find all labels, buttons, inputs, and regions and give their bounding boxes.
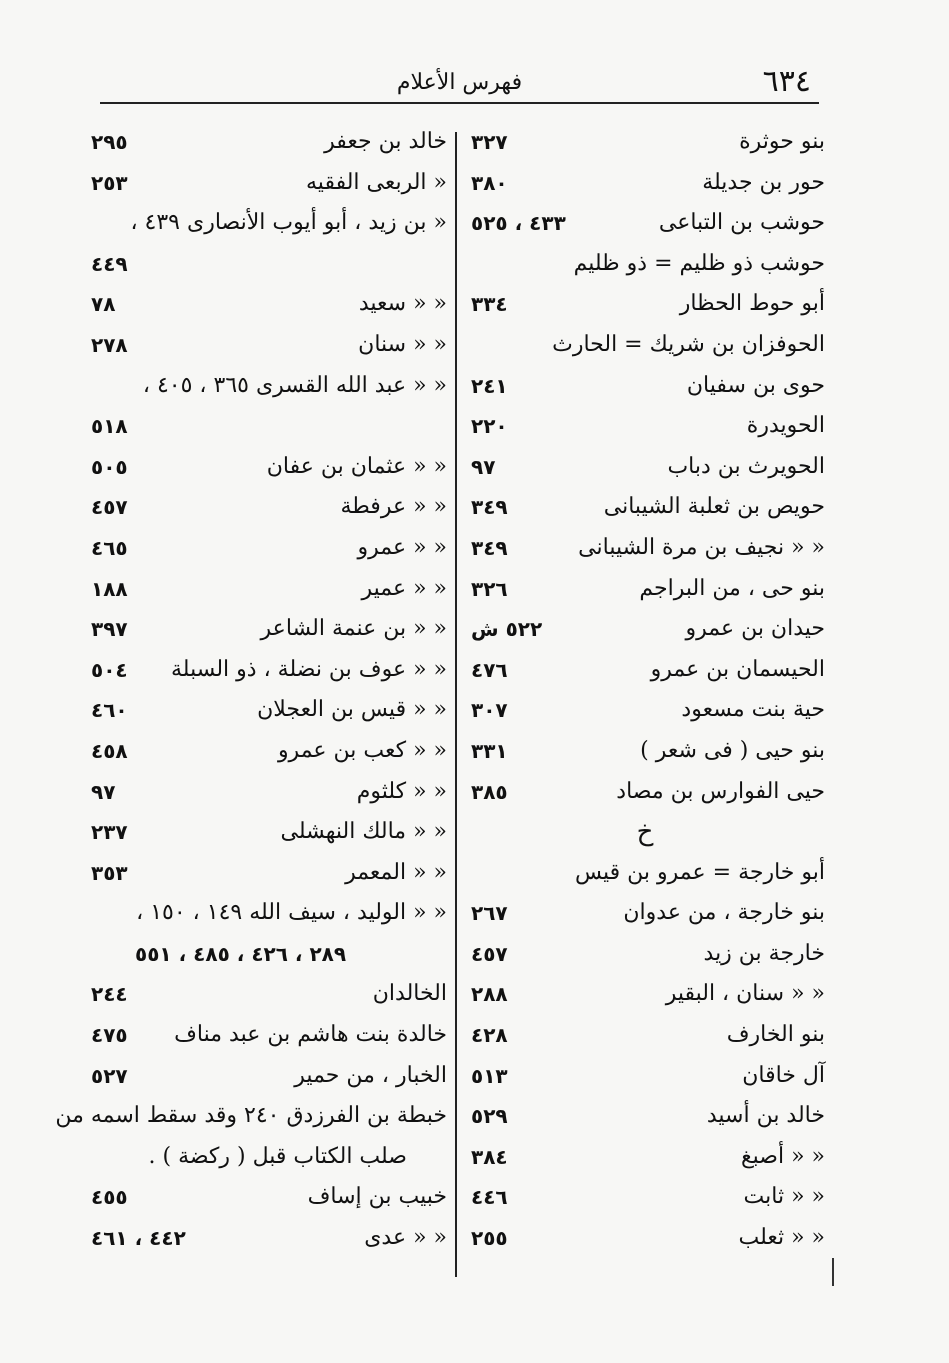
- entry-pages: ٢٢٠: [471, 414, 508, 439]
- index-entry: [85, 366, 447, 407]
- index-entry: [85, 1056, 447, 1097]
- entry-name: خارجة بن زيد: [703, 940, 825, 966]
- entry-name: « « المعمر: [345, 859, 447, 885]
- entry-pages: ٣٢٧: [471, 130, 508, 154]
- entry-name: الحوفزان بن شريك = الحارث: [552, 331, 825, 357]
- entry-pages: ٢٦٧: [471, 901, 508, 926]
- entry-name: بنو حيى ( فى شعر ): [640, 737, 825, 763]
- entry-pages: ٣٨٤: [471, 1144, 508, 1169]
- entry-name: « « سنان: [358, 331, 447, 357]
- entry-name: الحيسمان بن عمرو: [650, 656, 825, 682]
- entry-pages: ٢٨٩ ، ٤٢٦ ، ٤٨٥ ، ٥٥١: [135, 941, 347, 966]
- entry-name: « « سعيد: [358, 291, 447, 317]
- entry-name: حويص بن ثعلبة الشيبانى: [603, 494, 825, 520]
- entry-name: حوشب بن التباعى: [658, 210, 825, 236]
- page-number: ٦٣٤: [762, 64, 811, 99]
- entry-name: خبيب بن إساف: [307, 1184, 447, 1210]
- entry-pages: ٣٨٥: [471, 779, 508, 804]
- index-entry: [465, 366, 825, 407]
- entry-pages: ٣٣١: [471, 738, 508, 763]
- entry-name: حور بن جديلة: [702, 169, 825, 195]
- entry-pages: ٢٤١: [471, 373, 508, 398]
- index-entry: [465, 284, 825, 325]
- index-entry: [85, 284, 447, 325]
- index-entry: [465, 893, 825, 934]
- index-entry: [465, 690, 825, 731]
- entry-name: خبطة بن الفرزدق ٢٤٠ وقد سقط اسمه من: [55, 1103, 447, 1129]
- index-entry: [465, 1218, 825, 1259]
- entry-name: خالدة بنت هاشم بن عبد مناف: [174, 1022, 447, 1048]
- index-entry: [465, 325, 825, 366]
- entry-name: بنو حوثرة: [739, 129, 825, 154]
- entry-pages: ٥٢٢ ش: [471, 617, 543, 642]
- entry-pages: ٤٧٥: [91, 1023, 128, 1048]
- entry-name: الحويدرة: [746, 413, 825, 439]
- index-entry: [465, 406, 825, 447]
- index-entry: [85, 853, 447, 894]
- entry-name: « « نجيف بن مرة الشيبانى: [578, 534, 825, 560]
- index-entry: [465, 163, 825, 204]
- entry-name: الخبار ، من حمير: [294, 1062, 447, 1088]
- entry-name: الحويرث بن دباب: [667, 453, 825, 479]
- entry-name: بنو خارجة ، من عدوان: [623, 900, 825, 926]
- entry-name: « « بن عنمة الشاعر: [260, 616, 447, 642]
- index-entry: [85, 528, 447, 569]
- entry-name: أبو خارجة = عمرو بن قيس: [574, 859, 825, 885]
- index-entry: [55, 1096, 447, 1137]
- margin-mark: [832, 1258, 834, 1286]
- entry-name: آل خاقان: [742, 1062, 825, 1088]
- index-entry: [85, 1218, 447, 1259]
- entry-name: بنو الخارف: [726, 1022, 825, 1048]
- entry-pages: ٤٧٦: [471, 657, 508, 682]
- entry-name: « « كعب بن عمرو: [277, 737, 447, 763]
- entry-name: « « سنان ، البقير: [665, 981, 825, 1007]
- entry-name: حوشب ذو ظليم = ذو ظليم: [573, 250, 825, 276]
- index-entry: [465, 569, 825, 610]
- index-entry: [465, 934, 825, 975]
- right-column: [465, 122, 825, 1259]
- entry-pages: ٢٣٧: [91, 820, 128, 845]
- index-entry: [85, 325, 447, 366]
- index-entry: [465, 974, 825, 1015]
- entry-name: « « ثابت: [743, 1184, 825, 1210]
- index-entry: [85, 812, 447, 853]
- entry-name: « « عدى: [364, 1225, 447, 1251]
- index-entry: [85, 1177, 447, 1218]
- entry-name: خالد بن جعفر: [324, 129, 447, 154]
- index-entry: [465, 650, 825, 691]
- entry-name: صلب الكتاب قبل ( ركضة ) .: [148, 1143, 407, 1169]
- index-entry: [465, 203, 825, 244]
- index-entry: [85, 244, 447, 285]
- entry-pages: ٣٣٤: [471, 292, 508, 317]
- entry-pages: ٧٨: [91, 292, 116, 317]
- entry-pages: ٥٠٥: [91, 454, 128, 479]
- entry-pages: ٤٥٥: [91, 1185, 128, 1210]
- entry-pages: ٤٣٣ ، ٥٢٥: [471, 211, 566, 236]
- index-entry: [85, 650, 447, 691]
- entry-pages: ٢٧٨: [91, 332, 128, 357]
- entry-pages: ٢٥٣: [91, 170, 128, 195]
- entry-pages: ٥٢٧: [91, 1063, 128, 1088]
- entry-name: حيى الفوارس بن مصاد: [616, 778, 825, 804]
- entry-pages: ٢٥٥: [471, 1226, 508, 1251]
- entry-name: أبو حوط الحظار: [679, 291, 825, 317]
- entry-pages: ٩٧: [471, 454, 496, 479]
- entry-pages: ١٨٨: [91, 576, 128, 601]
- index-entry: [465, 528, 825, 569]
- entry-pages: ٢٨٨: [471, 982, 508, 1007]
- entry-name: « « الوليد ، سيف الله ١٤٩ ، ١٥٠ ،: [136, 900, 447, 926]
- index-entry: [85, 203, 447, 244]
- entry-name: « الربعى الفقيه: [306, 169, 447, 195]
- entry-name: خ: [636, 817, 654, 848]
- entry-pages: ٣٥٣: [91, 860, 128, 885]
- index-entry: [465, 1056, 825, 1097]
- entry-pages: ٣٤٩: [471, 495, 508, 520]
- index-entry: [465, 1177, 825, 1218]
- entry-pages: ٤٤٢ ، ٤٦١: [91, 1226, 186, 1251]
- index-entry: [465, 772, 825, 813]
- entry-name: « « عمرو: [357, 534, 447, 560]
- index-entry: [85, 974, 447, 1015]
- entry-name: « « كلثوم: [356, 778, 447, 804]
- entry-pages: ٣٩٧: [91, 617, 128, 642]
- entry-pages: ٣٨٠: [471, 170, 508, 195]
- entry-pages: ٤٦٠: [91, 698, 128, 723]
- index-entry: [85, 1137, 447, 1178]
- index-entry: [85, 690, 447, 731]
- entry-pages: ٤٥٧: [91, 495, 128, 520]
- entry-name: « « قيس بن العجلان: [257, 697, 447, 723]
- entry-pages: ٥١٣: [471, 1063, 508, 1088]
- entry-name: « « مالك النهشلى: [280, 819, 447, 845]
- entry-pages: ٤٢٨: [471, 1023, 508, 1048]
- entry-pages: ٤٦٥: [91, 535, 128, 560]
- entry-name: حيدان بن عمرو: [685, 616, 825, 642]
- index-entry: [465, 1096, 825, 1137]
- entry-pages: ٣٢٦: [471, 576, 508, 601]
- index-entry: [465, 609, 825, 650]
- index-entry: [85, 487, 447, 528]
- index-entry: [85, 893, 447, 934]
- index-entry: [465, 1137, 825, 1178]
- index-entry: [465, 122, 825, 163]
- entry-name: « « عرفطة: [340, 494, 447, 520]
- index-entry: [465, 853, 825, 894]
- index-entry: [465, 731, 825, 772]
- entry-name: « « ثعلب: [738, 1225, 825, 1251]
- entry-name: الخالدان: [372, 981, 447, 1007]
- entry-name: « « عثمان بن عفان: [266, 453, 447, 479]
- entry-name: « « عوف بن نضلة ، ذو السبلة: [171, 656, 447, 682]
- entry-pages: ٥١٨: [91, 414, 128, 439]
- index-entry: [85, 609, 447, 650]
- entry-name: « « عمير: [361, 575, 447, 601]
- entry-pages: ٤٤٩: [91, 251, 128, 276]
- index-entry: [465, 487, 825, 528]
- index-entry: [85, 122, 447, 163]
- entry-name: خالد بن أسيد: [706, 1103, 825, 1129]
- entry-name: « بن زيد ، أبو أيوب الأنصارى ٤٣٩ ،: [130, 210, 447, 236]
- page-header: [100, 62, 819, 104]
- index-entry: [85, 447, 447, 488]
- section-letter: [465, 812, 825, 853]
- entry-pages: ٩٧: [91, 779, 116, 804]
- entry-pages: ٢٩٥: [91, 130, 128, 154]
- entry-name: حوى بن سفيان: [686, 372, 825, 398]
- column-divider: [455, 132, 457, 1277]
- entry-pages: ٥٢٩: [471, 1104, 508, 1129]
- entry-pages: ٤٤٦: [471, 1185, 508, 1210]
- page-title: فهرس الأعلام: [396, 70, 523, 95]
- index-entry: [85, 1015, 447, 1056]
- index-entry: [85, 569, 447, 610]
- entry-pages: ٥٠٤: [91, 657, 128, 682]
- index-entry: [85, 731, 447, 772]
- entry-pages: ٤٥٨: [91, 738, 128, 763]
- index-entry: [465, 244, 825, 285]
- index-entry: [85, 934, 447, 975]
- left-column: [55, 122, 447, 1259]
- entry-name: « « عبد الله القسرى ٣٦٥ ، ٤٠٥ ،: [142, 372, 447, 398]
- entry-pages: ٢٤٤: [91, 982, 128, 1007]
- index-entry: [85, 772, 447, 813]
- index-entry: [465, 1015, 825, 1056]
- entry-pages: ٣٠٧: [471, 698, 508, 723]
- entry-name: « « أصبغ: [740, 1143, 825, 1169]
- entry-name: حية بنت مسعود: [681, 697, 825, 723]
- index-entry: [85, 163, 447, 204]
- index-entry: [465, 447, 825, 488]
- index-entry: [85, 406, 447, 447]
- entry-pages: ٤٥٧: [471, 941, 508, 966]
- entry-name: بنو حى ، من البراجم: [639, 575, 825, 601]
- entry-pages: ٣٤٩: [471, 535, 508, 560]
